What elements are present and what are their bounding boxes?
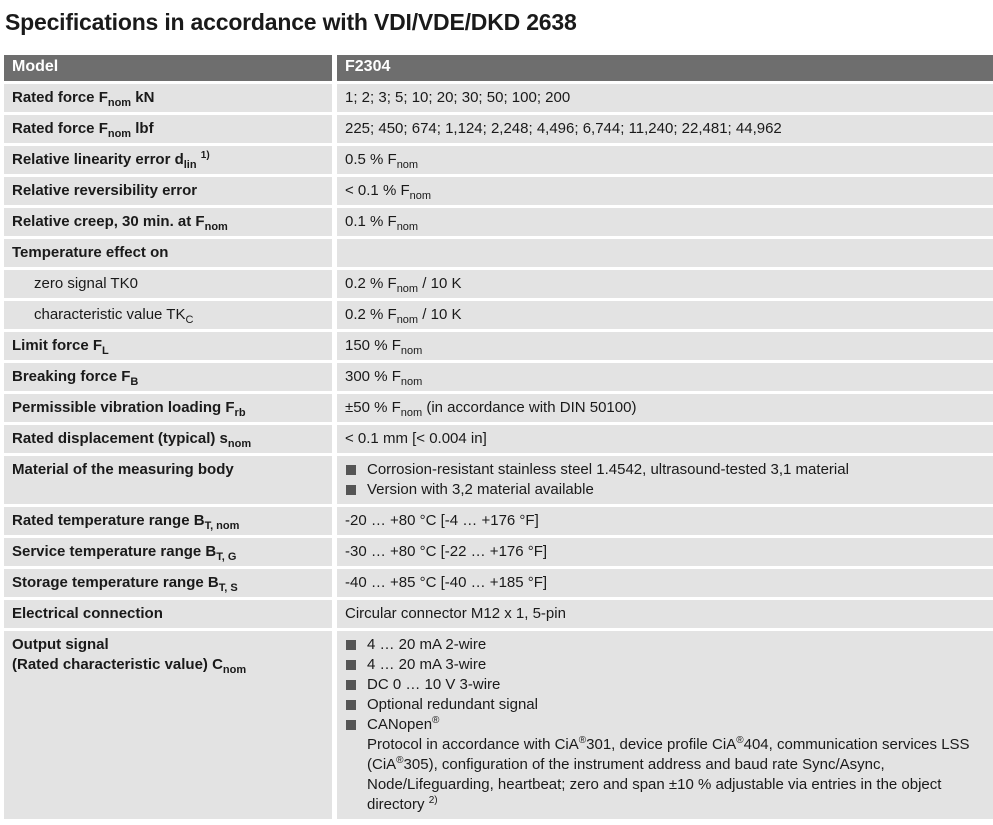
list-item: Optional redundant signal bbox=[345, 695, 985, 715]
bullet-square-icon bbox=[346, 700, 356, 710]
table-row bbox=[4, 270, 993, 298]
row-label: Storage temperature range $B_{T, S}$ bbox=[4, 569, 337, 597]
row-value bbox=[337, 239, 993, 267]
row-value: 0.2 % $F_{nom} / 10$ K bbox=[337, 301, 993, 329]
table-row bbox=[4, 301, 993, 329]
row-value: 0.2 % $F_{nom} / 10$ K bbox=[337, 270, 993, 298]
table-row bbox=[4, 239, 993, 267]
row-value: -20 … +80 °C [-4 … +176 °F] bbox=[337, 507, 993, 535]
row-value: < 0.1 % $F_{nom}$ bbox=[337, 177, 993, 205]
header-f2304: F2304 bbox=[337, 55, 993, 81]
table-row bbox=[4, 394, 993, 422]
table-row bbox=[4, 177, 993, 205]
bullet-square-icon bbox=[346, 680, 356, 690]
table-row bbox=[4, 208, 993, 236]
row-label: Relative reversibility error bbox=[4, 177, 337, 205]
bullet-square-icon bbox=[346, 720, 356, 730]
table-row bbox=[4, 631, 993, 819]
row-label: Output signal (Rated characteristic value) $C_{nom}$ bbox=[4, 631, 337, 819]
table-row bbox=[4, 363, 993, 391]
row-value bbox=[337, 456, 993, 504]
bullet-square-icon bbox=[346, 660, 356, 670]
row-label: Permissible vibration loading $F_{rb}$ bbox=[4, 394, 337, 422]
list-item: DC 0 … 10 V 3-wire bbox=[345, 675, 985, 695]
row-value: < 0.1 mm [< 0.004 in] bbox=[337, 425, 993, 453]
row-label: Rated displacement (typical) $s_{nom}$ bbox=[4, 425, 337, 453]
row-value: 1; 2; 3; 5; 10; 20; 30; 50; 100; 200 bbox=[337, 84, 993, 112]
row-label: characteristic value $TK_C$ bbox=[4, 301, 337, 329]
bullet-square-icon bbox=[346, 465, 356, 475]
list-item: CANopen® bbox=[345, 715, 985, 735]
row-label: Electrical connection bbox=[4, 600, 337, 628]
row-value: 0.5 % $F_{nom}$ bbox=[337, 146, 993, 174]
row-label: Rated temperature range $B_{T, nom}$ bbox=[4, 507, 337, 535]
material-list bbox=[345, 460, 985, 500]
row-label: Rated force $F_{nom}$ lbf bbox=[4, 115, 337, 143]
table-row bbox=[4, 600, 993, 628]
spec-table bbox=[4, 52, 993, 822]
table-row bbox=[4, 507, 993, 535]
row-value bbox=[337, 631, 993, 819]
list-item: Corrosion-resistant stainless steel 1.4542, ultrasound-tested 3,1 material bbox=[345, 460, 985, 480]
row-label: Limit force $F_L$ bbox=[4, 332, 337, 360]
bullet-square-icon bbox=[346, 485, 356, 495]
table-row bbox=[4, 115, 993, 143]
row-label: zero signal TK0 bbox=[4, 270, 337, 298]
row-label: Breaking force $F_B$ bbox=[4, 363, 337, 391]
list-item: 4 … 20 mA 2-wire bbox=[345, 635, 985, 655]
row-value: ±50 % $F_{nom}$ (in accordance with DIN 50100) bbox=[337, 394, 993, 422]
row-label: Temperature effect on bbox=[4, 239, 337, 267]
row-label: Material of the measuring body bbox=[4, 456, 337, 504]
row-value: 225; 450; 674; 1,124; 2,248; 4,496; 6,744; 11,240; 22,481; 44,962 bbox=[337, 115, 993, 143]
row-value: -40 … +85 °C [-40 … +185 °F] bbox=[337, 569, 993, 597]
table-row bbox=[4, 332, 993, 360]
row-label: Relative creep, 30 min. at $F_{nom}$ bbox=[4, 208, 337, 236]
row-label: Rated force $F_{nom}$ kN bbox=[4, 84, 337, 112]
row-value: 150 % $F_{nom}$ bbox=[337, 332, 993, 360]
row-label: Service temperature range $B_{T, G}$ bbox=[4, 538, 337, 566]
table-row bbox=[4, 84, 993, 112]
canopen-note: Protocol in accordance with CiA®301, device profile CiA®404, communication services LSS (CiA®305), configuration of the instrument address and baud rate Sync/Async, Node/Lifeguarding, heartbeat; zero and span ±10 % adjustable via entries in the object directory $^{2)}$ bbox=[367, 735, 970, 813]
table-row bbox=[4, 146, 993, 174]
list-item: Version with 3,2 material available bbox=[345, 480, 985, 500]
page-title: Specifications in accordance with VDI/VDE/DKD 2638 bbox=[5, 9, 577, 35]
header-model: Model bbox=[4, 55, 337, 81]
output-list bbox=[345, 635, 985, 735]
row-value: 0.1 % $F_{nom}$ bbox=[337, 208, 993, 236]
table-row bbox=[4, 456, 993, 504]
table-row bbox=[4, 569, 993, 597]
table-row bbox=[4, 425, 993, 453]
row-label: Relative linearity error $d_{lin}$ $^{1)}$ bbox=[4, 146, 337, 174]
bullet-square-icon bbox=[346, 640, 356, 650]
list-item: 4 … 20 mA 3-wire bbox=[345, 655, 985, 675]
table-row bbox=[4, 538, 993, 566]
row-value: Circular connector M12 x 1, 5-pin bbox=[337, 600, 993, 628]
table-header-row bbox=[4, 55, 993, 81]
row-value: -30 … +80 °C [-22 … +176 °F] bbox=[337, 538, 993, 566]
row-value: 300 % $F_{nom}$ bbox=[337, 363, 993, 391]
